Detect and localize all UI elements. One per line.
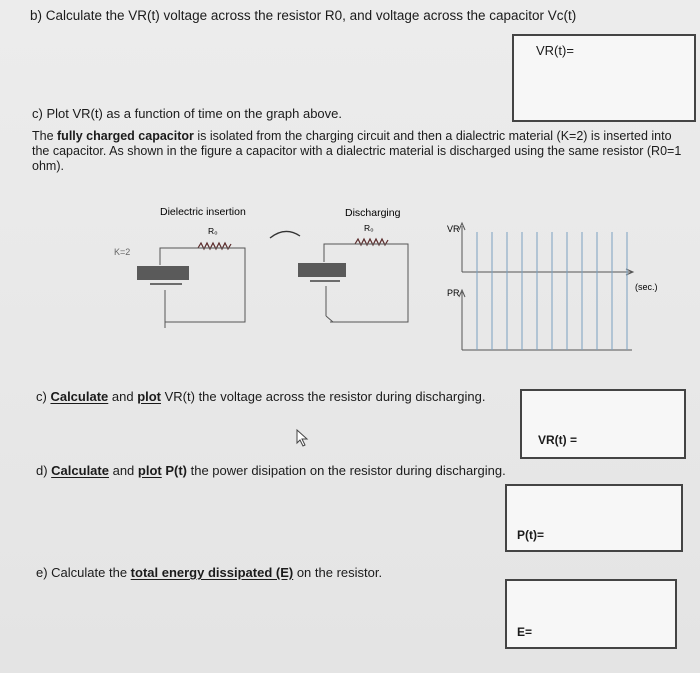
- graph-gridlines: [477, 232, 627, 350]
- and: and: [108, 389, 138, 404]
- part-d-question: [36, 463, 506, 479]
- part-c-plot-instruction: c) Plot VR(t) as a function of time on the graph above.: [32, 106, 342, 121]
- part-c-calc-question: [36, 389, 485, 405]
- k-label: K=2: [114, 247, 131, 257]
- calculate-word: Calculate: [51, 463, 109, 478]
- plot-word: plot: [137, 389, 162, 404]
- capacitor-plate-1: [137, 266, 189, 280]
- para-bold: fully charged capacitor: [57, 129, 194, 143]
- plot-word: plot: [137, 463, 162, 478]
- graph-time-label: (sec.): [635, 282, 658, 292]
- prefix: d): [36, 463, 52, 478]
- transition-arrow: [270, 231, 300, 238]
- graph-vr-label: VR: [447, 224, 460, 234]
- discharging-title: Discharging: [345, 207, 401, 219]
- and: and: [108, 463, 138, 478]
- prefix: c): [36, 389, 51, 404]
- capacitor-plate-2: [298, 263, 346, 277]
- dielectric-title: Dielectric insertion: [160, 206, 246, 218]
- prefix: e) Calculate the: [36, 565, 131, 580]
- mouse-cursor-icon: [297, 430, 307, 446]
- part-b-question: b) Calculate the VR(t) voltage across the resistor R0, and voltage across the capacitor Vc(t): [30, 8, 577, 23]
- resistor-label-2: R₀: [364, 223, 374, 233]
- graph-pr-label: PR: [447, 288, 460, 298]
- wire-1: [160, 248, 245, 322]
- para-pre: The: [32, 129, 58, 143]
- rest: the power disipation on the resistor during discharging.: [187, 463, 506, 478]
- part-e-question: [36, 565, 382, 581]
- vr-answer-label-c: VR(t) =: [538, 433, 577, 447]
- rest: VR(t) the voltage across the resistor during discharging.: [161, 389, 486, 404]
- e-answer-box[interactable]: [505, 579, 677, 649]
- total-energy-underlined: total energy dissipated (E): [130, 565, 294, 580]
- vr-answer-label-b: VR(t)=: [536, 43, 574, 58]
- rest: on the resistor.: [293, 565, 383, 580]
- rest-bold: P(t): [161, 463, 188, 478]
- p-answer-label: P(t)=: [517, 528, 544, 542]
- resistor-label-1: R₀: [208, 226, 218, 236]
- p-answer-box[interactable]: [505, 484, 683, 552]
- para-post: is isolated from the charging circuit and then a dialectric material (K=2) is inserted into the capacitor. As shown in the figure a capacitor with a dialectric material is discharged using the same resistor (R0=1 ohm).: [32, 129, 682, 173]
- e-answer-label: E=: [517, 625, 533, 639]
- wire-2: [324, 244, 408, 322]
- vr-answer-box-c[interactable]: [520, 389, 686, 459]
- calculate-word: Calculate: [50, 389, 109, 404]
